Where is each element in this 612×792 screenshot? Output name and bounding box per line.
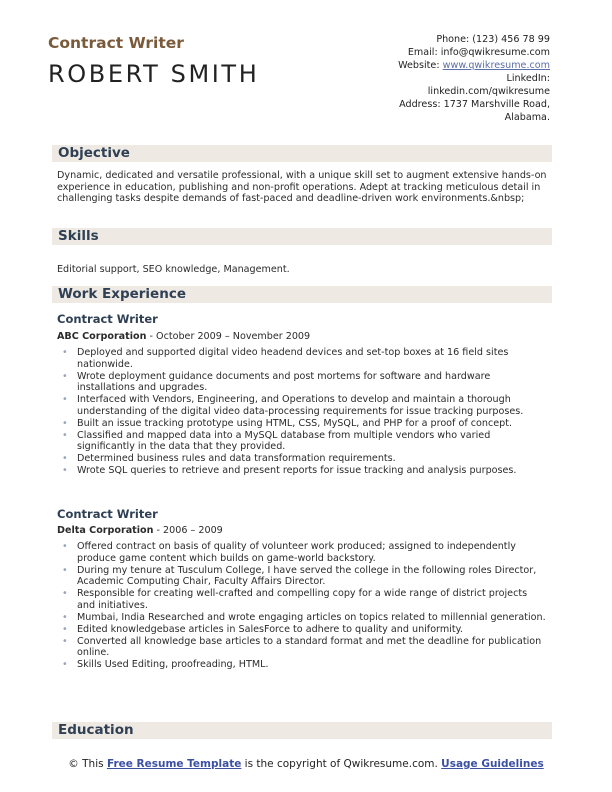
contact-website [320,59,550,72]
contact-email: Email: info@qwikresume.com [407,47,550,58]
list-item: • Skills Used Editing, proofreading, HTML. [77,659,547,671]
objective-heading: Objective [52,145,552,162]
free-resume-template-link[interactable]: Free Resume Template [106,758,242,770]
list-item: • Wrote SQL queries to retrieve and present reports for issue tracking and analysis purposes. [77,465,547,477]
list-item: • Classified and mapped data into a MySQL database from multiple vendors who varied significantly in the data that they provided. [77,430,547,453]
candidate-name: ROBERT SMITH [48,60,260,88]
job-dates: - 2006 – 2009 [153,525,223,536]
skills-heading: Skills [52,228,552,245]
contact-address-line1: Address: 1737 Marshville Road, [399,99,550,110]
job-company-line [57,331,310,342]
list-item: • Interfaced with Vendors, Engineering, and Operations to develop and maintain a thorough understanding of the digital video data-processing requirements for issue tracking purposes. [77,394,547,417]
list-item: • Responsible for creating well-crafted and compelling copy for a wide range of district projects and initiatives. [77,588,547,611]
contact-address-line2: Alabama. [504,112,550,123]
contact-linkedin-url: linkedin.com/qwikresume [427,86,550,97]
list-item: • Converted all knowledge base articles to a standard format and met the deadline for publication online. [77,636,547,659]
list-item: • Edited knowledgebase articles in SalesForce to adhere to quality and uniformity. [77,624,547,636]
list-item: • Mumbai, India Researched and wrote engaging articles on topics related to millennial generation. [77,612,547,624]
footer-prefix: © This [68,758,107,770]
job-company: Delta Corporation [57,525,154,536]
job-bullet-list [57,347,547,477]
job-dates: - October 2009 – November 2009 [146,331,311,342]
copyright-footer [60,758,552,771]
job-role: Contract Writer [57,507,158,521]
footer-middle: is the copyright of Qwikresume.com. [241,758,442,770]
education-heading: Education [52,722,552,739]
job-company-line [57,525,223,536]
website-link[interactable]: www.qwikresume.com [442,60,550,71]
usage-guidelines-link[interactable]: Usage Guidelines [441,758,544,770]
job-company: ABC Corporation [57,331,147,342]
job-bullet-list [57,541,547,671]
objective-text: Dynamic, dedicated and versatile professional, with a unique skill set to augment extensive hands-on experience in education, publishing and non-profit operations. Adept at tracking meticulous detail in challenging tasks despite demands of fast-paced and deadline-driven work environments.&nbsp; [57,170,547,205]
list-item: • Deployed and supported digital video headend devices and set-top boxes at 16 field sites nationwide. [77,347,547,370]
job-role: Contract Writer [57,312,158,326]
list-item: • During my tenure at Tusculum College, I have served the college in the following roles Director, Academic Computing Chair, Faculty Affairs Director. [77,565,547,588]
work-experience-heading: Work Experience [52,286,552,303]
website-label: Website: [398,60,443,71]
skills-text: Editorial support, SEO knowledge, Management. [57,264,290,275]
contact-phone: Phone: (123) 456 78 99 [436,34,550,45]
contact-linkedin-label: LinkedIn: [506,73,550,84]
list-item: • Offered contract on basis of quality of volunteer work produced; assigned to independently produce game content which builds on game-world backstory. [77,541,547,564]
contact-block [320,33,550,124]
list-item: • Wrote deployment guidance documents and post mortems for software and hardware installations and upgrades. [77,371,547,394]
list-item: • Built an issue tracking prototype using HTML, CSS, MySQL, and PHP for a proof of concept. [77,418,547,430]
list-item: • Determined business rules and data transformation requirements. [77,453,547,465]
header-job-title: Contract Writer [48,34,184,52]
